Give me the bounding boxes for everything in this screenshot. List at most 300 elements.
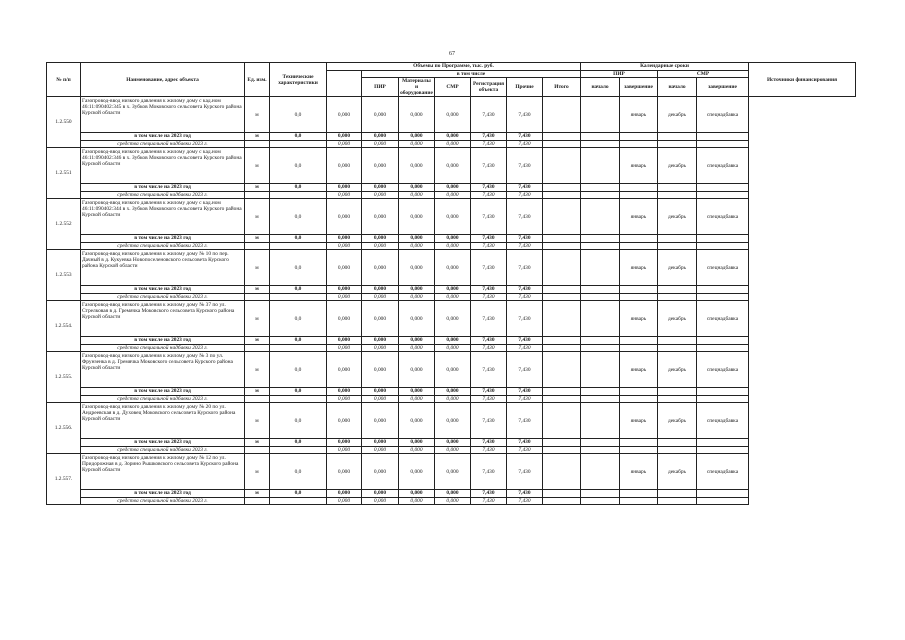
source-value: 0,000 — [399, 293, 435, 301]
source-value: 0,000 — [327, 293, 362, 301]
empty-cell — [697, 395, 749, 403]
other-cell: 7,430 — [471, 301, 507, 337]
empty-cell — [581, 133, 620, 141]
object-name: Газопровод-ввод низкого давления к жилому дому с кад.ном 46:11:090402:344 в х. Зубков Моковского сельсовета Курского района Курской области — [81, 199, 245, 235]
pir-cell: 0,000 — [327, 97, 362, 133]
source-label: средства специальной надбавки 2023 г. — [81, 395, 245, 403]
empty-cell — [270, 446, 327, 454]
unit-cell: м — [245, 250, 270, 286]
empty-cell — [543, 293, 581, 301]
materials-cell: 0,000 — [362, 148, 399, 184]
registration-cell: 0,000 — [435, 199, 471, 235]
year-value: 0,000 — [362, 286, 399, 294]
financing-table — [46, 62, 856, 505]
source-value: 0,000 — [435, 242, 471, 250]
pir-end-cell — [581, 454, 620, 490]
empty-cell — [697, 133, 749, 141]
empty-cell — [581, 191, 620, 199]
year-value: 0,000 — [327, 490, 362, 498]
source-value: 0,000 — [362, 395, 399, 403]
year-value: 0,000 — [327, 235, 362, 243]
table-row — [47, 148, 856, 184]
materials-cell: 0,000 — [362, 250, 399, 286]
tech-cell: 0,0 — [270, 97, 327, 133]
object-name: Газопровод-ввод низкого давления к жилому дому с кад.ном 46:11:090402:346 в х. Зубков Моковского сельсовета Курского района Курской области — [81, 148, 245, 184]
year-label: в том числе на 2023 год — [81, 388, 245, 396]
empty-cell — [658, 490, 697, 498]
empty-cell — [697, 490, 749, 498]
smr-start-cell: январь — [620, 454, 658, 490]
unit-cell: м — [245, 352, 270, 388]
source-value: 0,000 — [327, 395, 362, 403]
table-row-source — [47, 344, 856, 352]
source-value: 0,000 — [327, 242, 362, 250]
year-value: 7,430 — [471, 337, 507, 345]
pir-cell: 0,000 — [327, 250, 362, 286]
smr-start-cell: январь — [620, 403, 658, 439]
empty-cell — [658, 497, 697, 505]
empty-cell — [581, 490, 620, 498]
tech-cell: 0,0 — [270, 454, 327, 490]
empty-cell — [245, 191, 270, 199]
empty-cell — [697, 439, 749, 447]
table-row — [47, 403, 856, 439]
pir-start-cell — [543, 403, 581, 439]
source-label: средства специальной надбавки 2023 г. — [81, 140, 245, 148]
empty-cell — [620, 439, 658, 447]
empty-cell — [581, 395, 620, 403]
year-label: в том числе на 2023 год — [81, 235, 245, 243]
source-value: 0,000 — [362, 446, 399, 454]
source-value: 7,430 — [507, 344, 543, 352]
total-cell: 7,430 — [507, 454, 543, 490]
row-number: 1.2.553 — [47, 250, 81, 301]
table-row — [47, 454, 856, 490]
table-row-year — [47, 184, 856, 192]
year-value: 7,430 — [471, 235, 507, 243]
source-value: 0,000 — [435, 140, 471, 148]
smr-end-cell: декабрь — [658, 97, 697, 133]
table-row-year — [47, 133, 856, 141]
total-cell: 7,430 — [507, 352, 543, 388]
table-row-year — [47, 286, 856, 294]
empty-cell — [245, 497, 270, 505]
source-value: 0,000 — [399, 140, 435, 148]
materials-cell: 0,000 — [362, 352, 399, 388]
source-value: 0,000 — [362, 191, 399, 199]
pir-start-cell — [543, 199, 581, 235]
header-incl: в том числе — [362, 71, 581, 78]
year-value: 0,000 — [399, 133, 435, 141]
source-value: 7,430 — [471, 497, 507, 505]
empty-cell — [620, 133, 658, 141]
source-value: 0,000 — [362, 497, 399, 505]
empty-cell — [270, 191, 327, 199]
row-number: 1.2.557. — [47, 454, 81, 505]
pir-end-cell — [581, 199, 620, 235]
source-label: средства специальной надбавки 2023 г. — [81, 242, 245, 250]
empty-cell — [620, 446, 658, 454]
empty-cell — [581, 242, 620, 250]
source-value: 7,430 — [507, 242, 543, 250]
source-value: 0,000 — [435, 344, 471, 352]
table-row-source — [47, 497, 856, 505]
header-pir: ПИР — [362, 78, 399, 97]
year-value: 7,430 — [471, 490, 507, 498]
source-label: средства специальной надбавки 2023 г. — [81, 344, 245, 352]
empty-cell — [697, 293, 749, 301]
pir-end-cell — [581, 403, 620, 439]
empty-cell — [697, 184, 749, 192]
empty-cell — [697, 337, 749, 345]
smr-start-cell: январь — [620, 97, 658, 133]
source-value: 0,000 — [327, 140, 362, 148]
empty-cell — [620, 490, 658, 498]
empty-cell — [270, 497, 327, 505]
materials-cell: 0,000 — [362, 97, 399, 133]
empty-cell — [543, 490, 581, 498]
source-value: 0,000 — [399, 395, 435, 403]
empty-cell — [543, 133, 581, 141]
empty-cell — [245, 242, 270, 250]
year-value: 7,430 — [507, 133, 543, 141]
unit-cell: м — [245, 148, 270, 184]
table-row-year — [47, 439, 856, 447]
table-row-year — [47, 490, 856, 498]
empty-cell — [620, 286, 658, 294]
empty-cell — [620, 337, 658, 345]
year-value: 0,000 — [399, 490, 435, 498]
year-value: 7,430 — [507, 286, 543, 294]
year-value: 7,430 — [507, 337, 543, 345]
other-cell: 7,430 — [471, 250, 507, 286]
registration-cell: 0,000 — [435, 454, 471, 490]
registration-cell: 0,000 — [435, 301, 471, 337]
object-name: Газопровод-ввод низкого давления к жилому дому № 20 по ул. Андреевская в д. Духовец Моковского сельсовета Курского района Курской области — [81, 403, 245, 439]
source-value: 0,000 — [435, 497, 471, 505]
pir-start-cell — [543, 454, 581, 490]
unit-cell: м — [245, 454, 270, 490]
header-tech: Технические характеристики — [270, 63, 327, 97]
year-value: 0,000 — [435, 133, 471, 141]
smr-end-cell: декабрь — [658, 148, 697, 184]
empty-cell — [697, 235, 749, 243]
pir-cell: 0,000 — [327, 352, 362, 388]
materials-cell: 0,000 — [362, 301, 399, 337]
year-value: 7,430 — [471, 133, 507, 141]
pir-end-cell — [581, 250, 620, 286]
materials-cell: 0,000 — [362, 199, 399, 235]
year-value: 0,000 — [435, 337, 471, 345]
year-value: 0,000 — [435, 388, 471, 396]
year-unit: м — [245, 490, 270, 498]
source-value: 7,430 — [471, 242, 507, 250]
row-number: 1.2.554. — [47, 301, 81, 352]
empty-cell — [581, 286, 620, 294]
table-row — [47, 250, 856, 286]
year-value: 7,430 — [507, 439, 543, 447]
source-value: 0,000 — [362, 344, 399, 352]
year-value: 0,000 — [399, 286, 435, 294]
source-cell: спецнадбавка — [697, 250, 749, 286]
header-end: завершение — [620, 78, 658, 97]
empty-cell — [245, 140, 270, 148]
empty-cell — [543, 497, 581, 505]
empty-cell — [543, 446, 581, 454]
source-value: 0,000 — [327, 446, 362, 454]
empty-cell — [543, 337, 581, 345]
row-number: 1.2.552 — [47, 199, 81, 250]
object-name: Газопровод-ввод низкого давления к жилому дому № 10 по пер. Дачный в д. Кукуевка Новопоселеновского сельсовета Курского района Курской области — [81, 250, 245, 286]
year-value: 0,000 — [435, 439, 471, 447]
empty-cell — [658, 395, 697, 403]
empty-cell — [620, 293, 658, 301]
empty-cell — [245, 446, 270, 454]
empty-cell — [270, 242, 327, 250]
empty-cell — [581, 140, 620, 148]
smr-end-cell: декабрь — [658, 352, 697, 388]
year-value: 0,000 — [327, 133, 362, 141]
year-value: 7,430 — [507, 184, 543, 192]
smr-start-cell: январь — [620, 199, 658, 235]
table-row-source — [47, 293, 856, 301]
year-value: 7,430 — [471, 388, 507, 396]
year-value: 0,000 — [327, 184, 362, 192]
row-number: 1.2.550 — [47, 97, 81, 148]
header-other: Прочие — [507, 78, 543, 97]
unit-cell: м — [245, 403, 270, 439]
total-cell: 7,430 — [507, 250, 543, 286]
source-label: средства специальной надбавки 2023 г. — [81, 293, 245, 301]
year-tech: 0,0 — [270, 490, 327, 498]
empty-cell — [658, 344, 697, 352]
pir-cell: 0,000 — [327, 403, 362, 439]
registration-cell: 0,000 — [435, 250, 471, 286]
row-number: 1.2.555. — [47, 352, 81, 403]
header-schedule: Календарные сроки — [581, 63, 749, 71]
other-cell: 7,430 — [471, 97, 507, 133]
registration-cell: 0,000 — [435, 403, 471, 439]
year-tech: 0,0 — [270, 133, 327, 141]
source-cell: спецнадбавка — [697, 148, 749, 184]
pir-cell: 0,000 — [327, 301, 362, 337]
source-value: 0,000 — [362, 140, 399, 148]
year-value: 7,430 — [507, 388, 543, 396]
year-tech: 0,0 — [270, 388, 327, 396]
pir-end-cell — [581, 97, 620, 133]
source-value: 7,430 — [507, 497, 543, 505]
other-cell: 7,430 — [471, 199, 507, 235]
source-cell: спецнадбавка — [697, 454, 749, 490]
pir-start-cell — [543, 301, 581, 337]
year-value: 7,430 — [507, 235, 543, 243]
smr-cell: 0,000 — [399, 250, 435, 286]
tech-cell: 0,0 — [270, 199, 327, 235]
materials-cell: 0,000 — [362, 403, 399, 439]
source-value: 0,000 — [362, 242, 399, 250]
empty-cell — [543, 140, 581, 148]
pir-cell: 0,000 — [327, 148, 362, 184]
empty-cell — [270, 140, 327, 148]
empty-cell — [620, 140, 658, 148]
table-row-source — [47, 242, 856, 250]
other-cell: 7,430 — [471, 454, 507, 490]
other-cell: 7,430 — [471, 352, 507, 388]
year-unit: м — [245, 439, 270, 447]
object-name: Газопровод-ввод низкого давления к жилому дому № 12 по ул. Придорожная в д. Зорино Рышковского сельсовета Курского района Курской области — [81, 454, 245, 490]
header-materials: Материалы и оборудование — [400, 78, 433, 97]
registration-cell: 0,000 — [435, 97, 471, 133]
year-value: 0,000 — [435, 490, 471, 498]
empty-cell — [245, 293, 270, 301]
empty-cell — [620, 235, 658, 243]
year-tech: 0,0 — [270, 184, 327, 192]
empty-cell — [658, 286, 697, 294]
year-value: 7,430 — [471, 286, 507, 294]
empty-cell — [697, 191, 749, 199]
empty-cell — [658, 439, 697, 447]
tech-cell: 0,0 — [270, 403, 327, 439]
year-label: в том числе на 2023 год — [81, 337, 245, 345]
tech-cell: 0,0 — [270, 352, 327, 388]
year-unit: м — [245, 388, 270, 396]
year-label: в том числе на 2023 год — [81, 490, 245, 498]
unit-cell: м — [245, 199, 270, 235]
source-value: 7,430 — [471, 293, 507, 301]
smr-start-cell: январь — [620, 250, 658, 286]
year-label: в том числе на 2023 год — [81, 286, 245, 294]
empty-cell — [658, 133, 697, 141]
other-cell: 7,430 — [471, 403, 507, 439]
pir-cell: 0,000 — [327, 199, 362, 235]
empty-cell — [581, 497, 620, 505]
year-value: 0,000 — [399, 337, 435, 345]
empty-cell — [543, 184, 581, 192]
table-row-source — [47, 191, 856, 199]
header-registration: Регистрация объекта — [471, 78, 507, 97]
source-cell: спецнадбавка — [697, 301, 749, 337]
smr-cell: 0,000 — [399, 403, 435, 439]
year-value: 0,000 — [362, 133, 399, 141]
empty-cell — [581, 344, 620, 352]
header-sources: Источники финансирования — [749, 63, 856, 97]
pir-end-cell — [581, 148, 620, 184]
year-value: 0,000 — [362, 235, 399, 243]
table-row-year — [47, 235, 856, 243]
smr-cell: 0,000 — [399, 148, 435, 184]
pir-start-cell — [543, 352, 581, 388]
empty-cell — [245, 395, 270, 403]
header-end2: завершение — [697, 78, 749, 97]
empty-cell — [658, 235, 697, 243]
empty-cell — [620, 497, 658, 505]
empty-cell — [581, 439, 620, 447]
year-value: 7,430 — [471, 184, 507, 192]
empty-cell — [620, 388, 658, 396]
smr-end-cell: декабрь — [658, 199, 697, 235]
total-cell: 7,430 — [507, 403, 543, 439]
smr-cell: 0,000 — [399, 199, 435, 235]
source-cell: спецнадбавка — [697, 199, 749, 235]
empty-cell — [270, 344, 327, 352]
header-volume: Объемы по Программе, тыс. руб. — [327, 63, 581, 71]
year-value: 0,000 — [327, 388, 362, 396]
header-num: № п/п — [47, 63, 81, 97]
empty-cell — [620, 344, 658, 352]
year-label: в том числе на 2023 год — [81, 439, 245, 447]
empty-cell — [581, 184, 620, 192]
empty-cell — [697, 286, 749, 294]
year-unit: м — [245, 286, 270, 294]
pir-end-cell — [581, 352, 620, 388]
empty-cell — [581, 446, 620, 454]
empty-cell — [697, 497, 749, 505]
empty-cell — [658, 337, 697, 345]
empty-cell — [543, 344, 581, 352]
empty-cell — [543, 388, 581, 396]
year-unit: м — [245, 337, 270, 345]
year-value: 0,000 — [435, 184, 471, 192]
year-value: 7,430 — [507, 490, 543, 498]
pir-start-cell — [543, 97, 581, 133]
source-value: 7,430 — [471, 191, 507, 199]
year-tech: 0,0 — [270, 337, 327, 345]
year-value: 0,000 — [362, 388, 399, 396]
year-tech: 0,0 — [270, 439, 327, 447]
pir-start-cell — [543, 148, 581, 184]
source-value: 7,430 — [471, 446, 507, 454]
table-row-source — [47, 395, 856, 403]
year-value: 0,000 — [362, 490, 399, 498]
total-cell: 7,430 — [507, 97, 543, 133]
year-label: в том числе на 2023 год — [81, 184, 245, 192]
source-value: 0,000 — [435, 446, 471, 454]
empty-cell — [658, 184, 697, 192]
smr-end-cell: декабрь — [658, 301, 697, 337]
source-value: 7,430 — [507, 191, 543, 199]
header-sched-pir: ПИР — [581, 71, 658, 78]
year-value: 0,000 — [435, 286, 471, 294]
year-value: 0,000 — [399, 388, 435, 396]
source-cell: спецнадбавка — [697, 97, 749, 133]
smr-end-cell: декабрь — [658, 250, 697, 286]
object-name: Газопровод-ввод низкого давления к жилому дому № 37 по ул. Стрелковая в д. Гремячка Моковского сельсовета Курского района Курской области — [81, 301, 245, 337]
empty-cell — [581, 337, 620, 345]
empty-cell — [245, 344, 270, 352]
table-row-year — [47, 337, 856, 345]
header-name: Наименование, адрес объекта — [81, 63, 245, 97]
source-cell: спецнадбавка — [697, 403, 749, 439]
year-value: 0,000 — [399, 439, 435, 447]
year-value: 0,000 — [399, 235, 435, 243]
year-tech: 0,0 — [270, 286, 327, 294]
table-row-source — [47, 446, 856, 454]
source-value: 0,000 — [327, 497, 362, 505]
tech-cell: 0,0 — [270, 148, 327, 184]
empty-cell — [543, 191, 581, 199]
table-row — [47, 352, 856, 388]
source-label: средства специальной надбавки 2023 г. — [81, 191, 245, 199]
empty-cell — [543, 242, 581, 250]
empty-cell — [620, 184, 658, 192]
year-value: 7,430 — [471, 439, 507, 447]
source-value: 7,430 — [471, 395, 507, 403]
object-name: Газопровод-ввод низкого давления к жилому дому № 3 по ул. Фрунзенка в д. Гремячка Моковского сельсовета Курского района Курской области — [81, 352, 245, 388]
pir-start-cell — [543, 250, 581, 286]
source-value: 0,000 — [399, 497, 435, 505]
empty-cell — [270, 293, 327, 301]
empty-cell — [543, 235, 581, 243]
